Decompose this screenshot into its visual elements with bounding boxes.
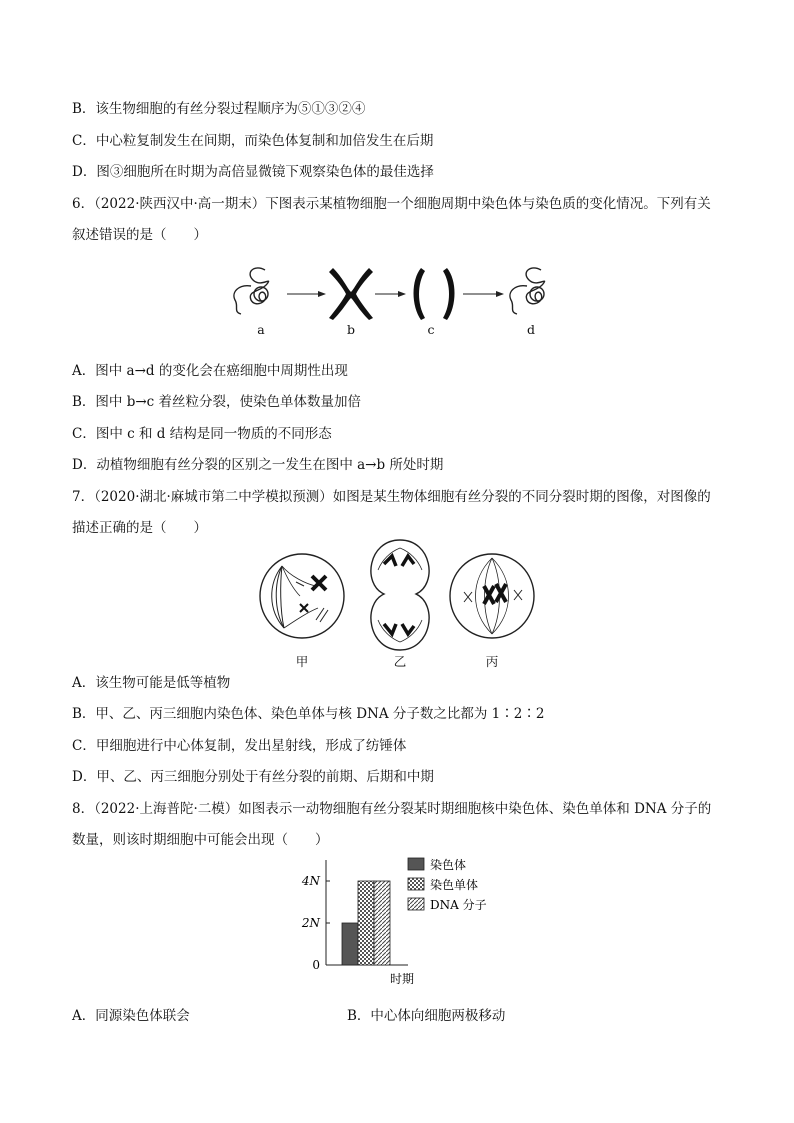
y-tick-label: 0 (312, 958, 320, 972)
q6-label-d: d (526, 322, 535, 337)
y-tick-label: 4N (301, 874, 320, 888)
q8-stem-line1: 8．（2022·上海普陀·二模）如图表示一动物细胞有丝分裂某时期细胞核中染色体、染色单体和 DNA 分子的 (72, 801, 712, 817)
q7-label-bing: 丙 (485, 654, 499, 669)
q6-label-b: b (346, 322, 355, 337)
q8-option-a: A．同源染色体联会 (72, 1008, 190, 1024)
legend-label-1: 染色单体 (430, 878, 479, 892)
q6-label-a: a (257, 322, 265, 337)
chromosome-b (329, 268, 373, 320)
cell-jia (260, 554, 344, 638)
q8-stem-line2: 数量，则该时期细胞中可能会出现（ ） (72, 832, 329, 848)
q8-option-b: B．中心体向细胞两极移动 (347, 1008, 506, 1024)
q7-option-a: A．该生物可能是低等植物 (72, 675, 231, 691)
q6-stem-line1: 6．（2022·陕西汉中·高一期末）下图表示某植物细胞一个细胞周期中染色体与染色质的变化情况。下列有关 (72, 196, 711, 212)
q7-stem-line1: 7．（2020·湖北·麻城市第二中学模拟预测）如图是某生物体细胞有丝分裂的不同分裂时期的图像，对图像的 (72, 489, 711, 505)
legend-swatch-2 (408, 898, 424, 910)
q5-option-b: B．该生物细胞的有丝分裂过程顺序为⑤①③②④ (72, 101, 366, 117)
chromatin-d (510, 268, 545, 314)
q7-option-d: D．甲、乙、丙三细胞分别处于有丝分裂的前期、后期和中期 (72, 769, 434, 785)
q6-stem-line2: 叙述错误的是（ ） (72, 227, 207, 243)
legend-swatch-1 (408, 878, 424, 890)
bar-2 (374, 881, 390, 965)
y-tick-label: 2N (301, 916, 320, 930)
legend-label-0: 染色体 (430, 858, 467, 872)
q6-option-a: A．图中 a→d 的变化会在癌细胞中周期性出现 (72, 363, 348, 379)
q8-bar-chart (290, 852, 510, 992)
q7-label-jia: 甲 (295, 654, 309, 669)
cell-yi (371, 540, 429, 650)
q6-option-c: C．图中 c 和 d 结构是同一物质的不同形态 (72, 426, 332, 442)
x-axis-label: 时期 (389, 972, 415, 986)
chromatin-a (234, 268, 269, 314)
q5-option-c: C．中心粒复制发生在间期，而染色体复制和加倍发生在后期 (72, 133, 434, 149)
legend-swatch-0 (408, 858, 424, 870)
q6-chromosome-diagram (225, 262, 555, 322)
q7-option-b: B．甲、乙、丙三细胞内染色体、染色单体与核 DNA 分子数之比都为 1∶2∶2 (72, 706, 545, 722)
q6-label-c: c (427, 322, 435, 337)
q6-option-b: B．图中 b→c 着丝粒分裂，使染色单体数量加倍 (72, 394, 362, 410)
q7-stem-line2: 描述正确的是（ ） (72, 520, 207, 536)
q5-option-d: D．图③细胞所在时期为高倍显微镜下观察染色体的最佳选择 (72, 164, 434, 180)
bar-0 (342, 923, 358, 965)
legend-label-2: DNA 分子 (430, 898, 487, 912)
bar-1 (358, 881, 374, 965)
cell-bing (450, 554, 534, 638)
q7-option-c: C．甲细胞进行中心体复制，发出星射线，形成了纺锤体 (72, 738, 407, 754)
chromatids-c (414, 268, 455, 320)
q7-cell-diagram (260, 540, 540, 650)
q7-label-yi: 乙 (393, 654, 407, 669)
q6-option-d: D．动植物细胞有丝分裂的区别之一发生在图中 a→b 所处时期 (72, 457, 444, 473)
